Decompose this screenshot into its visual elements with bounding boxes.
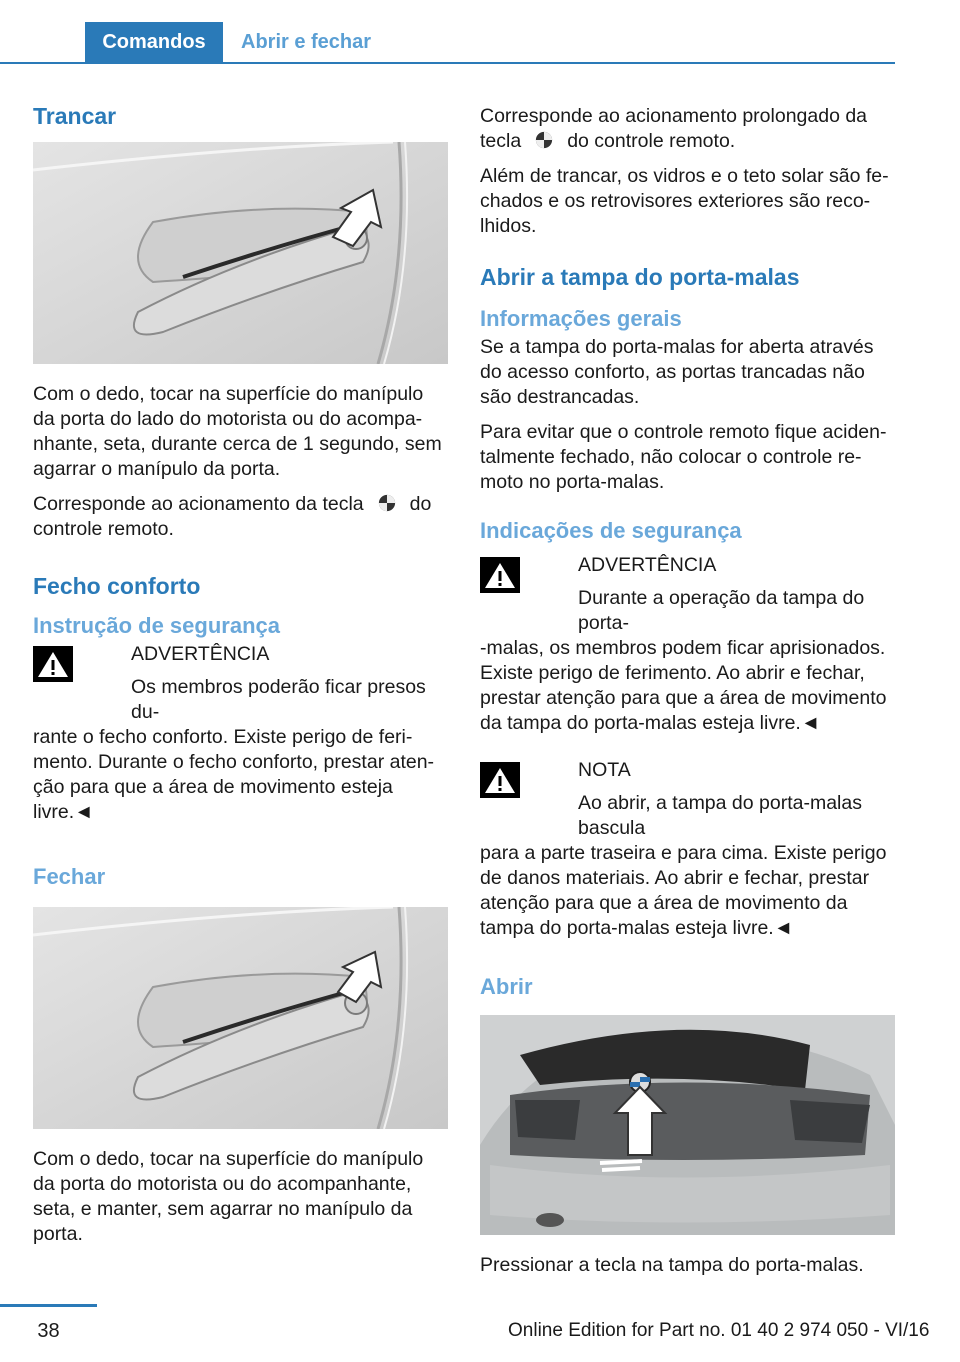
right-column (480, 104, 896, 1288)
warning-block-advertencia (480, 553, 896, 736)
warning-triangle-icon (480, 557, 520, 593)
remote-key-button-icon (378, 494, 396, 512)
paragraph-info-2: Para evitar que o controle remoto fique aciden- talmente fechado, não colocar o controle re- moto no porta-malas. (480, 421, 887, 493)
text-prolongado-a: Corresponde ao acionamento prolongado da tecla (480, 105, 868, 152)
warning-text: rante o fecho conforto. Existe perigo de feri- mento. Durante o fecho conforto, prestar aten- ção para que a área de movimento esteja livre.◄ (33, 726, 435, 823)
notice-title: NOTA (578, 759, 631, 781)
header-tabbar (0, 22, 895, 64)
heading-fechar: Fechar (33, 864, 106, 889)
paragraph-corresponde-tecla (33, 492, 449, 542)
page-number: 38 (37, 1320, 60, 1342)
trunk-open-illustration (480, 1015, 895, 1235)
heading-abrir-tampa: Abrir a tampa do porta-malas (480, 264, 800, 290)
paragraph-alem-de-trancar: Além de trancar, os vidros e o teto solar são fe- chados e os retrovisores exteriores são reco- lhidos. (480, 165, 889, 237)
warning-triangle-icon (33, 646, 73, 682)
tab-abrir-e-fechar[interactable]: Abrir e fechar (241, 30, 372, 53)
text-corresponde-b: do controle remoto. (33, 493, 432, 540)
paragraph-corresponde-prolongado (480, 104, 896, 154)
paragraph-abrir: Pressionar a tecla na tampa do porta-malas. (480, 1254, 864, 1276)
warning-first-line: Os membros poderão ficar presos du- (131, 676, 426, 723)
door-handle-lock-illustration (33, 142, 448, 364)
paragraph-fechar: Com o dedo, tocar na superfície do manípulo da porta do motorista ou do acompanhante, seta, e manter, sem agarrar no manípulo da porta. (33, 1148, 424, 1245)
remote-key-button-icon (535, 131, 553, 149)
warning-first-line: Durante a operação da tampa do porta- (578, 587, 865, 634)
footer-edition: Online Edition for Part no. 01 40 2 974 050 - VI/16 (508, 1320, 930, 1341)
heading-abrir: Abrir (480, 974, 533, 999)
notice-first-line: Ao abrir, a tampa do porta-malas bascula (578, 792, 862, 839)
warning-block (33, 642, 449, 825)
left-column (33, 98, 449, 1257)
footer-accent-line (0, 1304, 97, 1307)
heading-trancar: Trancar (33, 103, 117, 129)
warning-title: ADVERTÊNCIA (578, 554, 717, 576)
text-corresponde-a: Corresponde ao acionamento da tecla (33, 493, 364, 515)
notice-text: para a parte traseira e para cima. Existe perigo de danos materiais. Ao abrir e fechar, prestar atenção para que a área de movimento da tampa do porta-malas esteja livre.◄ (480, 842, 887, 939)
heading-instrucao-seguranca: Instrução de segurança (33, 613, 280, 638)
heading-indicacoes-seguranca: Indicações de segurança (480, 518, 742, 543)
paragraph-trancar: Com o dedo, tocar na superfície do manípulo da porta do lado do motorista ou do acompa- nhante, seta, durante cerca de 1 segundo, sem agarrar o manípulo da porta. (33, 383, 442, 480)
warning-title: ADVERTÊNCIA (131, 643, 270, 665)
tab-comandos[interactable]: Comandos (85, 22, 223, 62)
warning-text: -malas, os membros podem ficar aprisionados. Existe perigo de ferimento. Ao abrir e fechar, prestar atenção para que a área de movimento da tampa do porta-malas esteja livre.◄ (480, 637, 887, 734)
heading-informacoes-gerais: Informações gerais (480, 306, 682, 331)
paragraph-info-1: Se a tampa do porta-malas for aberta através do acesso conforto, as portas trancadas não são destrancadas. (480, 336, 874, 408)
door-handle-close-illustration (33, 907, 448, 1129)
text-prolongado-b: do controle remoto. (567, 130, 736, 152)
notice-block-nota (480, 758, 896, 941)
heading-fecho-conforto: Fecho conforto (33, 573, 201, 599)
warning-triangle-icon (480, 762, 520, 798)
